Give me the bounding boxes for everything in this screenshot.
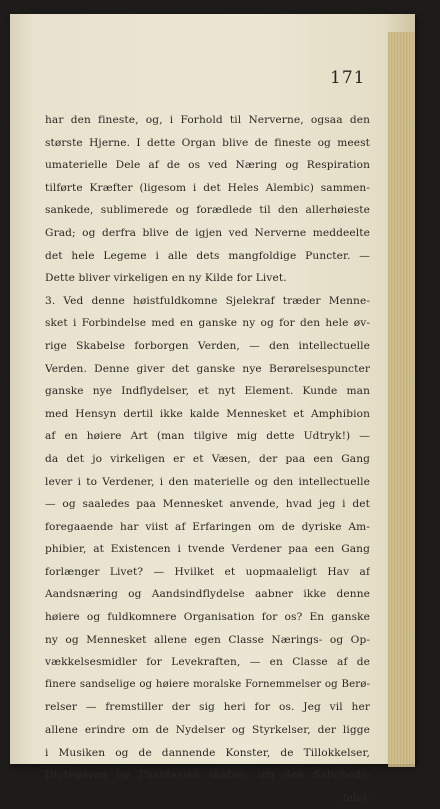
text-line: det hele Legeme i alle dets mangfoldige Puncter. — [45, 249, 370, 262]
text-line: Aandsnæring og Aandsindflydelse aabner ikke denne [45, 588, 370, 601]
text-line: forlænger Livet? — Hvilket et uopmaaleligt Hav af [45, 565, 370, 578]
text-line: har den fineste, og, i Forhold til Nerverne, ogsaa den [45, 114, 370, 126]
text-line: tilførte Kræfter (ligesom i det Heles Alembic) sammen- [45, 181, 370, 194]
text-line: — og saaledes paa Mennesket anvende, hvad jeg i det [45, 498, 370, 511]
text-line: i Musiken og de dannende Konster, de Tillokkelser, [45, 746, 370, 759]
book-page [10, 14, 415, 804]
text-line: ny og Mennesket allene egen Classe Nærings- og Op- [45, 633, 370, 646]
text-line: 3. Ved denne høistfuldkomne Sjelekraf træder Menne- [45, 294, 370, 307]
text-line: finere sandselige og høiere moralske Fornemmelser og Berø- [45, 678, 370, 690]
body-text [45, 109, 370, 809]
text-line: Dette bliver virkeligen en ny Kilde for Livet. [45, 272, 287, 285]
catchword: følel- [342, 791, 370, 804]
text-line: da det jo virkeligen er et Væsen, der paa een Gang [45, 452, 370, 465]
page-number: 171 [330, 68, 366, 88]
text-line: allene erindre om de Nydelser og Styrkelser, der ligge [45, 724, 370, 737]
text-line: umaterielle Dele af de os ved Næring og Respiration [45, 159, 370, 172]
text-line: største Hjerne. I dette Organ blive de fineste og meest [45, 136, 370, 149]
text-line: sankede, sublimerede og forædlede til den allerhøieste [45, 204, 370, 217]
text-line: vækkelsesmidler for Levekraften, — en Classe af de [45, 656, 370, 669]
text-line: relser — fremstiller der sig heri for os. Jeg vil her [45, 701, 370, 714]
text-line: med Hensyn dertil ikke kalde Mennesket et Amphibion [45, 407, 370, 420]
text-line: ganske nye Indflydelser, et nyt Element. Kunde man [45, 385, 370, 398]
text-line: lever i to Verdener, i den materielle og den intellectuelle [45, 475, 370, 488]
text-line: af en høiere Art (man tilgive mig dette Udtryk!) — [45, 430, 370, 443]
text-line: foregaaende har viist af Erfaringen om de dyriske Am- [45, 520, 370, 533]
text-line: phibier, at Existencen i tvende Verdener paa een Gang [45, 543, 370, 556]
page-edges [388, 32, 415, 767]
text-line: rige Skabelse forborgen Verden, — den intellectuelle [45, 339, 370, 352]
text-line: sket i Forbindelse med en ganske ny og for den hele øv- [45, 317, 370, 330]
text-line: Verden. Denne giver det ganske nye Berørelsespuncter [45, 362, 370, 375]
text-line: høiere og fuldkomnere Organisation for os? En ganske [45, 611, 370, 624]
text-line: Digtegaven og Phantasien skaber; om den Saligheds- [45, 769, 370, 782]
text-line: Grad; og derfra blive de igjen ved Nerverne meddeelte [45, 226, 370, 239]
